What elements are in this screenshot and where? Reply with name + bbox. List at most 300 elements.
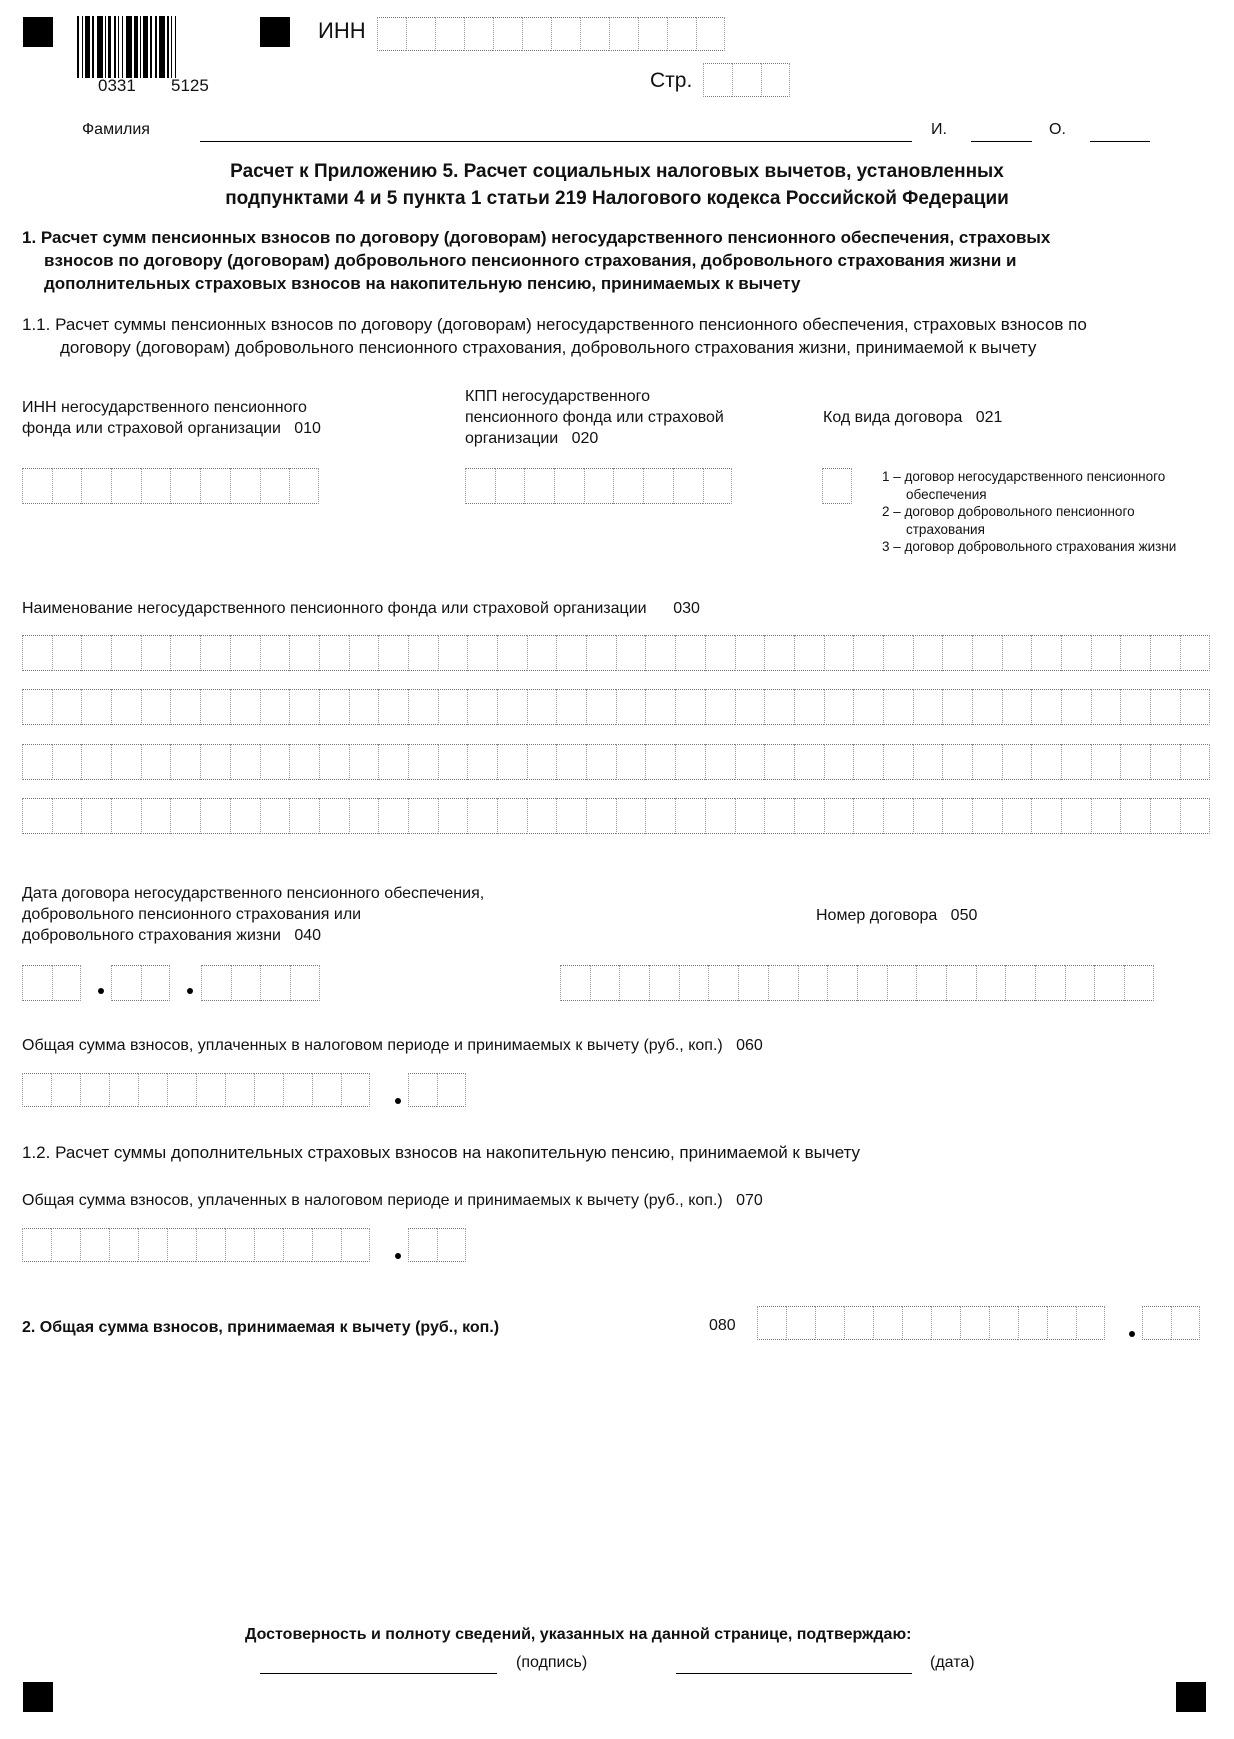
char-cell[interactable] [1031,635,1061,671]
char-cell[interactable] [22,1228,51,1262]
char-cell[interactable] [141,965,171,1001]
field-code: 020 [571,430,599,447]
char-cell[interactable] [200,468,230,504]
char-cell[interactable] [260,744,290,780]
char-cell[interactable] [590,965,620,1001]
char-cell[interactable] [408,1073,437,1107]
char-cell[interactable] [138,1073,167,1107]
char-cell[interactable] [735,635,765,671]
char-cell[interactable] [764,798,794,834]
char-cell[interactable] [52,689,82,725]
char-cell[interactable] [225,1228,254,1262]
char-cell[interactable] [738,965,768,1001]
char-cell[interactable] [319,798,349,834]
char-cell[interactable] [1180,689,1210,725]
char-cell[interactable] [1180,635,1210,671]
char-cell[interactable] [913,635,943,671]
char-cell[interactable] [1031,744,1061,780]
char-cell[interactable] [1091,744,1121,780]
char-cell[interactable] [349,689,379,725]
char-cell[interactable] [1142,1306,1171,1340]
char-cell[interactable] [319,744,349,780]
char-cell[interactable] [675,635,705,671]
char-cell[interactable] [586,635,616,671]
char-cell[interactable] [1035,965,1065,1001]
char-cell[interactable] [824,744,854,780]
char-cell[interactable] [883,798,913,834]
field-030-name-row-4[interactable] [22,798,1210,836]
char-cell[interactable] [141,744,171,780]
char-cell[interactable] [1002,635,1032,671]
char-cell[interactable] [141,689,171,725]
char-cell[interactable] [349,744,379,780]
char-cell[interactable] [111,798,141,834]
char-cell[interactable] [673,468,703,504]
char-cell[interactable] [170,798,200,834]
char-cell[interactable] [976,965,1006,1001]
first-initial-input[interactable] [971,141,1032,142]
char-cell[interactable] [408,689,438,725]
char-cell[interactable] [972,744,1002,780]
barcode-number-left: 0331 [98,76,136,95]
char-cell[interactable] [495,468,525,504]
field-010-inn-input[interactable] [22,468,319,506]
char-cell[interactable] [408,798,438,834]
char-cell[interactable] [1091,689,1121,725]
char-cell[interactable] [902,1306,931,1340]
char-cell[interactable] [1120,635,1150,671]
char-cell[interactable] [554,468,584,504]
char-cell[interactable] [111,689,141,725]
char-cell[interactable] [556,635,586,671]
char-cell[interactable] [260,635,290,671]
char-cell[interactable] [883,689,913,725]
char-cell[interactable] [111,744,141,780]
char-cell[interactable] [735,798,765,834]
char-cell[interactable] [708,965,738,1001]
char-cell[interactable] [52,798,82,834]
char-cell[interactable] [844,1306,873,1340]
char-cell[interactable] [883,635,913,671]
char-cell[interactable] [942,744,972,780]
char-cell[interactable] [824,635,854,671]
char-cell[interactable] [319,689,349,725]
char-cell[interactable] [527,744,557,780]
char-cell[interactable] [827,965,857,1001]
char-cell[interactable] [560,965,590,1001]
field-040-month-input[interactable] [111,965,170,1003]
char-cell[interactable] [80,1073,109,1107]
char-cell[interactable] [230,689,260,725]
char-cell[interactable] [794,635,824,671]
char-cell[interactable] [989,1306,1018,1340]
char-cell[interactable] [1031,798,1061,834]
char-cell[interactable] [946,965,976,1001]
char-cell[interactable] [170,744,200,780]
char-cell[interactable] [493,17,522,51]
char-cell[interactable] [438,635,468,671]
char-cell[interactable] [81,744,111,780]
char-cell[interactable] [81,798,111,834]
char-cell[interactable] [824,798,854,834]
char-cell[interactable] [764,635,794,671]
char-cell[interactable] [81,689,111,725]
char-cell[interactable] [22,798,52,834]
char-cell[interactable] [201,965,231,1001]
char-cell[interactable] [524,468,554,504]
char-cell[interactable] [196,1228,225,1262]
char-cell[interactable] [972,635,1002,671]
field-030-name-row-1[interactable] [22,635,1210,673]
char-cell[interactable] [438,798,468,834]
char-cell[interactable] [1150,744,1180,780]
char-cell[interactable] [798,965,828,1001]
char-cell[interactable] [1002,798,1032,834]
char-cell[interactable] [580,17,609,51]
char-cell[interactable] [467,744,497,780]
char-cell[interactable] [705,635,735,671]
char-cell[interactable] [703,63,732,97]
char-cell[interactable] [51,1073,80,1107]
char-cell[interactable] [289,635,319,671]
char-cell[interactable] [408,1228,437,1262]
char-cell[interactable] [786,1306,815,1340]
char-cell[interactable] [319,635,349,671]
char-cell[interactable] [757,1306,786,1340]
char-cell[interactable] [497,798,527,834]
char-cell[interactable] [649,965,679,1001]
char-cell[interactable] [735,689,765,725]
char-cell[interactable] [883,744,913,780]
char-cell[interactable] [638,17,667,51]
char-cell[interactable] [768,965,798,1001]
char-cell[interactable] [815,1306,844,1340]
char-cell[interactable] [616,744,646,780]
field-040-day-input[interactable] [22,965,81,1003]
char-cell[interactable] [52,635,82,671]
field-070-kopecks-input[interactable] [408,1228,466,1266]
char-cell[interactable] [260,798,290,834]
char-cell[interactable] [312,1228,341,1262]
char-cell[interactable] [1150,689,1180,725]
char-cell[interactable] [141,635,171,671]
field-080-rubles-input[interactable] [757,1306,1105,1344]
char-cell[interactable] [675,689,705,725]
field-060-rubles-input[interactable] [22,1073,370,1111]
field-080-kopecks-input[interactable] [1142,1306,1200,1344]
char-cell[interactable] [22,965,52,1001]
char-cell[interactable] [584,468,614,504]
char-cell[interactable] [705,689,735,725]
registration-marker-top-center [260,17,290,47]
char-cell[interactable] [408,635,438,671]
char-cell[interactable] [289,689,319,725]
char-cell[interactable] [794,744,824,780]
char-cell[interactable] [22,468,52,504]
char-cell[interactable] [230,635,260,671]
char-cell[interactable] [764,689,794,725]
char-cell[interactable] [916,965,946,1001]
char-cell[interactable] [732,63,761,97]
char-cell[interactable] [1180,798,1210,834]
char-cell[interactable] [467,689,497,725]
char-cell[interactable] [1061,635,1091,671]
field-030-name-row-3[interactable] [22,744,1210,782]
char-cell[interactable] [341,1073,370,1107]
char-cell[interactable] [1094,965,1124,1001]
char-cell[interactable] [378,798,408,834]
char-cell[interactable] [1091,635,1121,671]
char-cell[interactable] [312,1073,341,1107]
char-cell[interactable] [22,1073,51,1107]
char-cell[interactable] [52,744,82,780]
char-cell[interactable] [609,17,638,51]
char-cell[interactable] [645,689,675,725]
char-cell[interactable] [551,17,580,51]
char-cell[interactable] [822,468,852,504]
char-cell[interactable] [109,1073,138,1107]
char-cell[interactable] [794,798,824,834]
char-cell[interactable] [616,635,646,671]
char-cell[interactable] [170,689,200,725]
char-cell[interactable] [527,689,557,725]
char-cell[interactable] [167,1073,196,1107]
char-cell[interactable] [254,1228,283,1262]
char-cell[interactable] [260,689,290,725]
char-cell[interactable] [527,798,557,834]
char-cell[interactable] [408,744,438,780]
char-cell[interactable] [705,744,735,780]
char-cell[interactable] [1150,635,1180,671]
char-cell[interactable] [705,798,735,834]
char-cell[interactable] [167,1228,196,1262]
char-cell[interactable] [913,798,943,834]
char-cell[interactable] [1120,689,1150,725]
field-040-year-input[interactable] [201,965,320,1003]
char-cell[interactable] [81,635,111,671]
char-cell[interactable] [853,689,883,725]
char-cell[interactable] [675,798,705,834]
char-cell[interactable] [1047,1306,1076,1340]
char-cell[interactable] [51,1228,80,1262]
char-cell[interactable] [794,689,824,725]
char-cell[interactable] [735,744,765,780]
char-cell[interactable] [913,689,943,725]
char-cell[interactable] [289,744,319,780]
char-cell[interactable] [497,744,527,780]
char-cell[interactable] [857,965,887,1001]
page-number-input[interactable] [703,63,790,101]
char-cell[interactable] [1180,744,1210,780]
char-cell[interactable] [111,635,141,671]
char-cell[interactable] [141,468,171,504]
char-cell[interactable] [1124,965,1154,1001]
char-cell[interactable] [1150,798,1180,834]
char-cell[interactable] [170,635,200,671]
char-cell[interactable] [696,17,725,51]
char-cell[interactable] [824,689,854,725]
char-cell[interactable] [378,689,408,725]
char-cell[interactable] [667,17,696,51]
char-cell[interactable] [349,798,379,834]
char-cell[interactable] [200,798,230,834]
char-cell[interactable] [913,744,943,780]
inn-input[interactable] [377,17,725,55]
char-cell[interactable] [1061,744,1091,780]
char-cell[interactable] [52,468,82,504]
char-cell[interactable] [438,744,468,780]
char-cell[interactable] [616,689,646,725]
field-021-contract-type-input[interactable] [822,468,852,506]
char-cell[interactable] [341,1228,370,1262]
char-cell[interactable] [853,635,883,671]
char-cell[interactable] [942,689,972,725]
char-cell[interactable] [464,17,493,51]
char-cell[interactable] [586,689,616,725]
char-cell[interactable] [873,1306,902,1340]
char-cell[interactable] [1120,798,1150,834]
char-cell[interactable] [22,689,52,725]
char-cell[interactable] [378,744,408,780]
char-cell[interactable] [109,1228,138,1262]
char-cell[interactable] [887,965,917,1001]
char-cell[interactable] [1061,689,1091,725]
char-cell[interactable] [170,468,200,504]
char-cell[interactable] [81,468,111,504]
char-cell[interactable] [80,1228,109,1262]
char-cell[interactable] [586,798,616,834]
char-cell[interactable] [467,635,497,671]
char-cell[interactable] [1171,1306,1200,1340]
char-cell[interactable] [231,965,261,1001]
char-cell[interactable] [764,744,794,780]
char-cell[interactable] [761,63,790,97]
field-code: 060 [736,1037,763,1054]
char-cell[interactable] [613,468,643,504]
char-cell[interactable] [960,1306,989,1340]
char-cell[interactable] [556,689,586,725]
char-cell[interactable] [1002,744,1032,780]
char-cell[interactable] [200,744,230,780]
char-cell[interactable] [230,468,260,504]
char-cell[interactable] [1061,798,1091,834]
char-cell[interactable] [260,468,290,504]
char-cell[interactable] [679,965,709,1001]
char-cell[interactable] [1002,689,1032,725]
char-cell[interactable] [22,744,52,780]
char-cell[interactable] [1065,965,1095,1001]
char-cell[interactable] [289,468,319,504]
char-cell[interactable] [1076,1306,1105,1340]
char-cell[interactable] [527,635,557,671]
char-cell[interactable] [972,689,1002,725]
char-cell[interactable] [556,798,586,834]
char-cell[interactable] [942,635,972,671]
field-code: 070 [736,1192,763,1209]
char-cell[interactable] [406,17,435,51]
char-cell[interactable] [111,468,141,504]
char-cell[interactable] [260,965,290,1001]
char-cell[interactable] [853,744,883,780]
field-080-code: 080 [709,1317,736,1334]
char-cell[interactable] [619,965,649,1001]
char-cell[interactable] [138,1228,167,1262]
patronymic-initial-input[interactable] [1090,141,1150,142]
char-cell[interactable] [465,468,495,504]
char-cell[interactable] [1091,798,1121,834]
char-cell[interactable] [437,1073,466,1107]
char-cell[interactable] [52,965,82,1001]
char-cell[interactable] [1031,689,1061,725]
char-cell[interactable] [435,17,464,51]
char-cell[interactable] [675,744,705,780]
char-cell[interactable] [438,689,468,725]
field-070-rubles-input[interactable] [22,1228,370,1266]
char-cell[interactable] [283,1228,312,1262]
char-cell[interactable] [225,1073,254,1107]
char-cell[interactable] [645,635,675,671]
char-cell[interactable] [378,635,408,671]
char-cell[interactable] [497,689,527,725]
char-cell[interactable] [643,468,673,504]
char-cell[interactable] [556,744,586,780]
char-cell[interactable] [645,798,675,834]
char-cell[interactable] [972,798,1002,834]
field-code: 021 [975,409,1003,426]
surname-input[interactable] [200,141,912,142]
char-cell[interactable] [141,798,171,834]
char-cell[interactable] [1018,1306,1047,1340]
char-cell[interactable] [616,798,646,834]
field-030-name-row-2[interactable] [22,689,1210,727]
char-cell[interactable] [1005,965,1035,1001]
char-cell[interactable] [230,798,260,834]
char-cell[interactable] [467,798,497,834]
char-cell[interactable] [377,17,406,51]
first-initial-label: И. [931,121,947,138]
signature-label: (подпись) [516,1654,588,1671]
char-cell[interactable] [703,468,733,504]
char-cell[interactable] [200,635,230,671]
char-cell[interactable] [349,635,379,671]
char-cell[interactable] [283,1073,312,1107]
char-cell[interactable] [586,744,616,780]
inn-label: ИНН [318,18,366,43]
char-cell[interactable] [290,965,320,1001]
char-cell[interactable] [645,744,675,780]
char-cell[interactable] [230,744,260,780]
char-cell[interactable] [1120,744,1150,780]
field-050-contract-number-input[interactable] [560,965,1154,1003]
char-cell[interactable] [200,689,230,725]
signature-input[interactable] [260,1673,497,1674]
char-cell[interactable] [942,798,972,834]
date-label: (дата) [930,1654,975,1671]
char-cell[interactable] [22,635,52,671]
char-cell[interactable] [853,798,883,834]
date-input[interactable] [676,1673,912,1674]
char-cell[interactable] [111,965,141,1001]
char-cell[interactable] [196,1073,225,1107]
char-cell[interactable] [289,798,319,834]
char-cell[interactable] [497,635,527,671]
field-060-kopecks-input[interactable] [408,1073,466,1111]
char-cell[interactable] [931,1306,960,1340]
field-020-kpp-input[interactable] [465,468,732,506]
char-cell[interactable] [437,1228,466,1262]
char-cell[interactable] [254,1073,283,1107]
char-cell[interactable] [522,17,551,51]
